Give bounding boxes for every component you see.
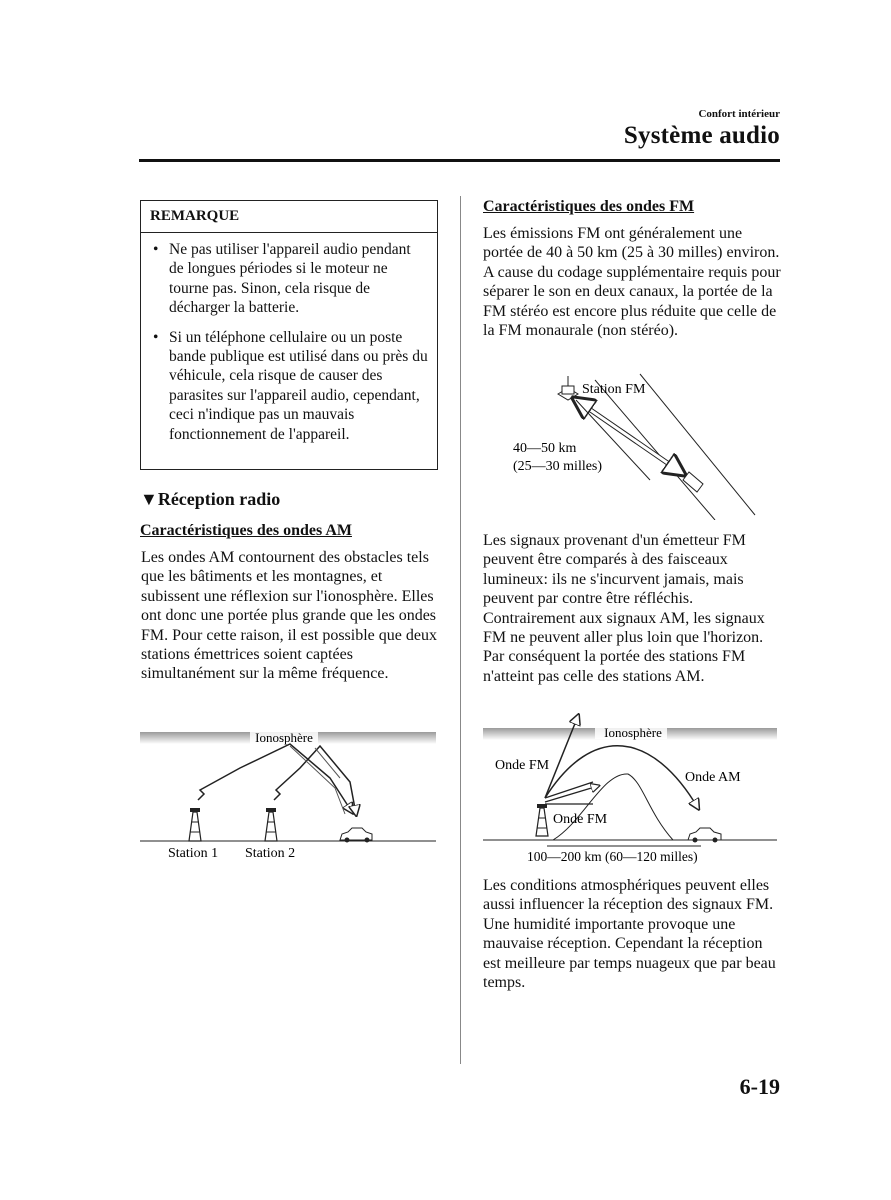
note-list — [141, 240, 437, 454]
car-icon — [340, 828, 372, 843]
car-icon — [683, 472, 703, 492]
page-title: Système audio — [623, 122, 780, 149]
mountain — [553, 774, 673, 840]
onde-fm-top-label: Onde FM — [495, 758, 550, 773]
am-wave-path — [198, 744, 352, 812]
ionosphere-label: Ionosphère — [255, 730, 313, 745]
tower-icon — [189, 808, 201, 841]
car-icon — [688, 828, 721, 843]
onde-am-label: Onde AM — [685, 770, 741, 785]
station1-label: Station 1 — [168, 846, 219, 861]
ionosphere-label: Ionosphère — [604, 725, 662, 740]
am-heading: Caractéristiques des ondes AM — [140, 522, 352, 539]
note-bullet-text: Si un téléphone cellulaire ou un poste bande publique est utilisé dans ou près du véhicule, cela risque de causer des parasites sur l'appareil audio, cependant, ceci n'indique pas un mauvais fonctionnement de l'appareil. — [169, 328, 428, 443]
note-bullet-text: Ne pas utiliser l'appareil audio pendant de longues périodes si le moteur ne tourne pas. Sinon, cela risque de décharger la batterie. — [169, 241, 411, 317]
am-figure — [140, 728, 438, 864]
range-km-label: 40—50 km — [513, 441, 577, 456]
station-icon — [558, 376, 578, 400]
tower-icon — [536, 804, 548, 836]
note-box — [140, 200, 438, 470]
section-label: Confort intérieur — [698, 108, 780, 120]
fm-paragraph-3: Les conditions atmosphériques peuvent elles aussi influencer la réception des signaux FM. Une humidité importante provoque une mauvaise réception. Cependant la réception est meilleure par temps nuageux que par beau temps. — [483, 877, 776, 992]
fm-range-figure — [500, 370, 770, 520]
note-heading: REMARQUE — [141, 201, 437, 233]
onde-fm-bottom-label: Onde FM — [553, 812, 608, 827]
note-bullet — [151, 240, 429, 318]
station-fm-label: Station FM — [582, 382, 646, 397]
am-wave — [545, 746, 698, 808]
bullet-icon: • — [153, 328, 159, 346]
am-wave-path — [274, 746, 356, 814]
note-bullet — [151, 328, 429, 444]
station2-label: Station 2 — [245, 846, 296, 861]
fm-paragraph-2: Les signaux provenant d'un émetteur FM peuvent être comparés à des faisceaux lumineux: ils ne s'incurvent jamais, mais peuvent par contre être réfléchis. Contrairement aux signaux AM, les signaux FM ne peuvent aller plus loin que l'horizon. Par conséquent la portée des stations FM n'atteint pas celle des stations AM. — [483, 532, 765, 685]
column-divider — [460, 196, 461, 1064]
bullet-icon: • — [153, 241, 159, 258]
page-number: 6-19 — [739, 1074, 780, 1099]
tower-icon — [265, 808, 277, 841]
fm-paragraph-1: Les émissions FM ont généralement une portée de 40 à 50 km (25 à 30 milles) environ. A cause du codage supplémentaire requis pour séparer le son en deux canaux, la portée de la FM stéréo est encore plus réduite que celle de la FM monaurale (non stéréo). — [483, 225, 781, 340]
am-paragraph: Les ondes AM contournent des obstacles tels que les bâtiments et les montagnes, et subissent une réflexion sur l'ionosphère. Elles ont donc une portée plus grande que les ondes FM. Pour cette raison, il est possible que deux stations émettrices soient captées simultanément sur la même fréquence. — [141, 549, 437, 683]
range-mi-label: (25—30 milles) — [513, 459, 603, 474]
range-label: 100—200 km (60—120 milles) — [527, 849, 698, 864]
header-rule — [139, 159, 780, 162]
road-edge — [595, 380, 715, 520]
section-title: ▼Réception radio — [140, 489, 281, 509]
fm-heading: Caractéristiques des ondes FM — [483, 198, 695, 215]
road-edge — [640, 374, 755, 515]
fm-am-figure — [483, 712, 779, 868]
